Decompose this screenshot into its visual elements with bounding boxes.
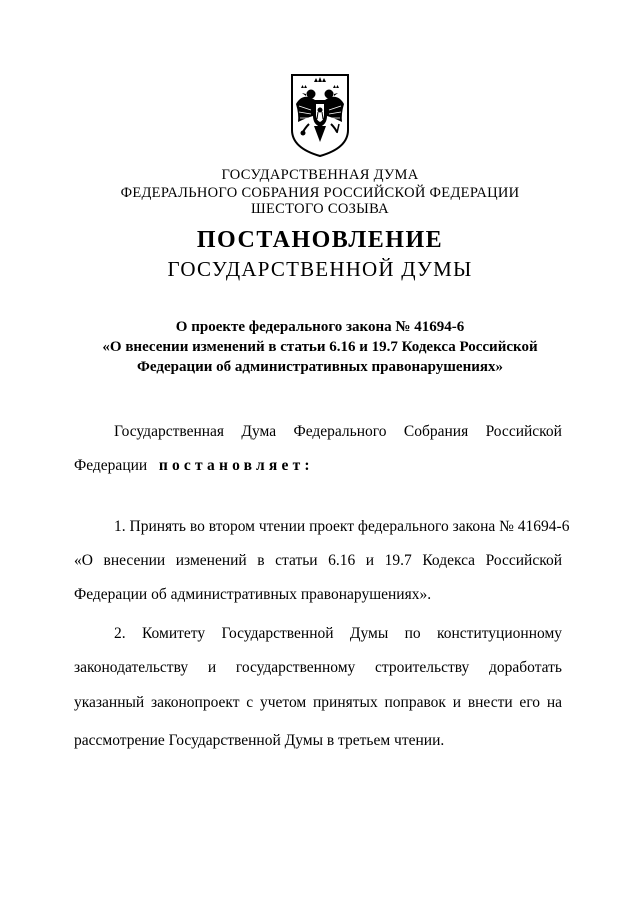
item2-line-3: указанный законопроект с учетом принятых поправок и внести его на [74, 694, 562, 711]
resolves-text: постановляет: [158, 457, 314, 474]
document-subtitle: ГОСУДАРСТВЕННОЙ ДУМЫ [167, 257, 473, 281]
header-line-2: ФЕДЕРАЛЬНОГО СОБРАНИЯ РОССИЙСКОЙ ФЕДЕРАЦИИ [120, 185, 520, 201]
preamble-line-1 [114, 423, 562, 441]
document-title: ПОСТАНОВЛЕНИЕ [196, 227, 444, 253]
preamble-word: Российской [485, 423, 562, 440]
subject-line-1: О проекте федерального закона № 41694-6 [175, 319, 465, 335]
header-line-1: ГОСУДАРСТВЕННАЯ ДУМА [221, 167, 419, 183]
preamble-word: Собрания [403, 423, 469, 440]
preamble-word: Государственная [114, 423, 225, 440]
item2-line-1: 2. Комитету Государственной Думы по конституционному [114, 625, 562, 642]
item2-line-4: рассмотрение Государственной Думы в третьем чтении. [74, 732, 445, 749]
item2-line-2: законодательству и государственному строительству доработать [74, 659, 562, 676]
preamble-word: Федерального [293, 423, 387, 440]
coat-of-arms-icon [289, 72, 351, 158]
preamble-line-2 [74, 457, 314, 475]
preamble-word: Дума [241, 423, 277, 440]
subject-line-2: «О внесении изменений в статьи 6.16 и 19.7 Кодекса Российской [102, 339, 538, 355]
subject-line-3: Федерации об административных правонарушениях» [137, 359, 503, 375]
item1-line-3: Федерации об административных правонарушениях». [74, 586, 432, 603]
header-line-3: ШЕСТОГО СОЗЫВА [251, 201, 389, 217]
item1-line-1: 1. Принять во втором чтении проект федерального закона № 41694-6 [114, 518, 570, 535]
item1-line-2: «О внесении изменений в статьи 6.16 и 19.7 Кодекса Российской [74, 552, 562, 569]
preamble-federation: Федерации [74, 457, 148, 474]
